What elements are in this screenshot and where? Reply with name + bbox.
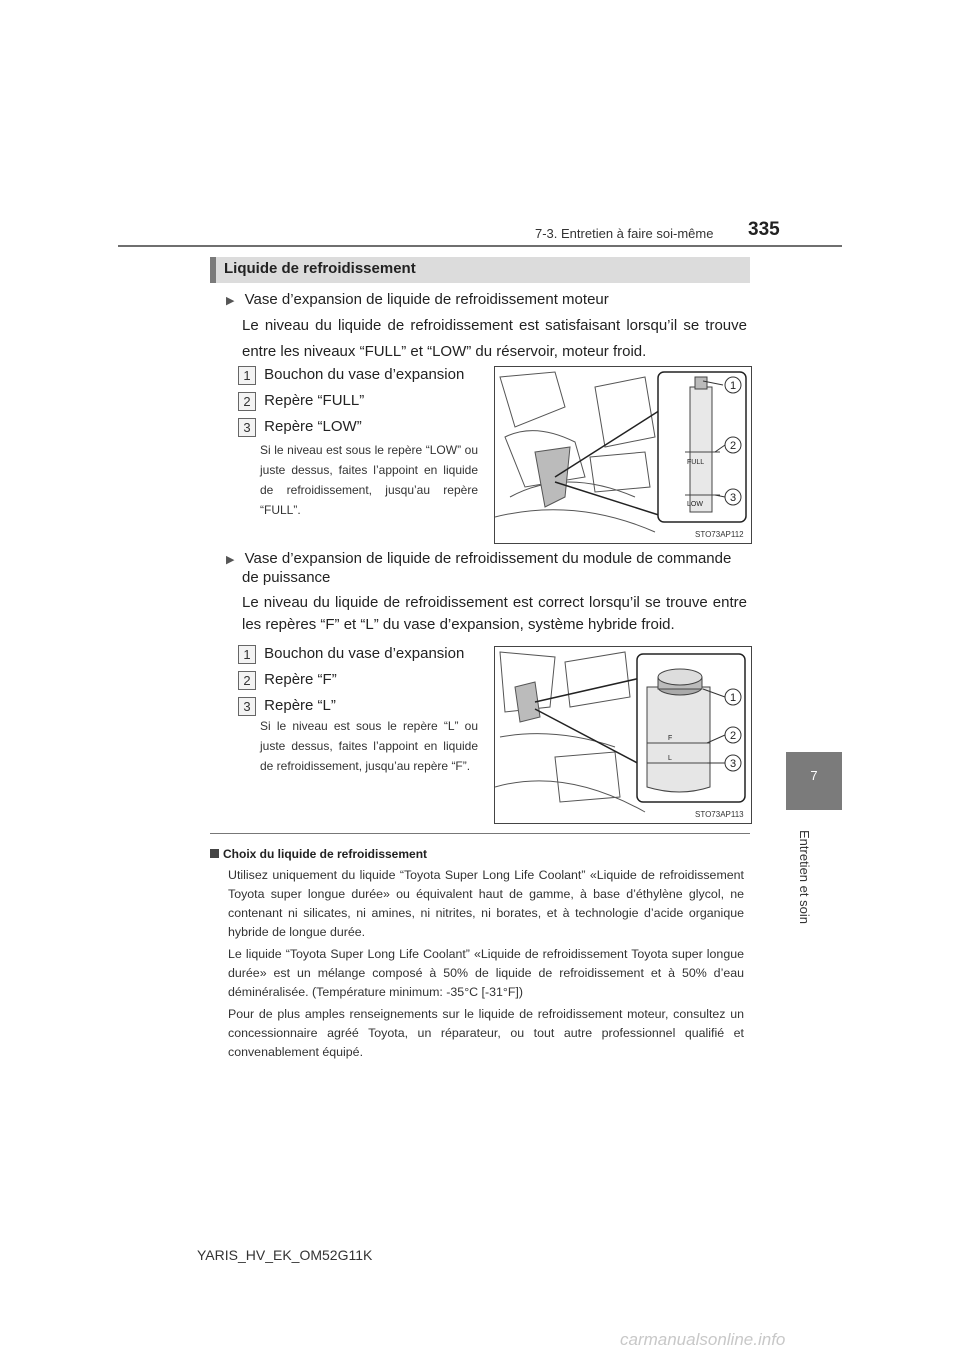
callout-number: 3 [238, 418, 256, 437]
callout-number: 3 [238, 697, 256, 716]
block1-heading-row [226, 287, 609, 314]
block1-note: Si le niveau est sous le repère “LOW” ou juste dessus, faites l’appoint en liquide de refroidissement, jusqu’au repère “FULL”. [260, 443, 478, 517]
block1-heading: Vase d’expansion de liquide de refroidissement moteur [244, 291, 609, 308]
notes-paragraph-3: Pour de plus amples renseignements sur le liquide de refroidissement moteur, consultez un concessionnaire agréé Toyota, un réparateur, ou tout autre professionnel qualifié et convenablement équipé. [228, 1007, 744, 1059]
figure-code: STO73AP112 [695, 530, 744, 539]
document-code: YARIS_HV_EK_OM52G11K [197, 1247, 373, 1263]
notes-title-row [210, 847, 427, 861]
block1-intro-line2: entre les niveaux “FULL” et “LOW” du réservoir, moteur froid. [242, 343, 647, 360]
block2-heading-line2: de puissance [242, 569, 331, 586]
callout-2: 2 [730, 730, 737, 742]
pcu-bay-illustration [495, 647, 751, 823]
callout-number: 1 [238, 645, 256, 664]
engine-bay-illustration [495, 367, 751, 543]
f-mark-text: F [668, 735, 673, 742]
block2-note: Si le niveau est sous le repère “L” ou juste dessus, faites l’appoint en liquide de refroidissement, jusqu’au repère “F”. [260, 719, 478, 773]
item-label: Bouchon du vase d’expansion [264, 645, 465, 662]
list-item [238, 414, 483, 440]
callout-1: 1 [730, 380, 737, 392]
notes-title: Choix du liquide de refroidissement [223, 847, 428, 861]
watermark: carmanualsonline.info [620, 1330, 786, 1349]
block2-intro-line1: Le niveau du liquide de refroidissement est correct lorsqu’il se trouve entre [242, 594, 747, 611]
square-bullet-icon [210, 849, 219, 858]
section-title: Liquide de refroidissement [224, 260, 416, 277]
notes-paragraph-2: Le liquide “Toyota Super Long Life Coolant” «Liquide de refroidissement Toyota super longue durée» est un mélange composé à 50% de liquide de refroidissement et à 50% d’eau déminéralisée. (Température minimum: -35°C [-31°F]) [228, 947, 744, 999]
full-mark-text: FULL [687, 459, 705, 466]
block2-heading-line1: Vase d’expansion de liquide de refroidissement du module de commande [244, 550, 732, 567]
item-label: Repère “L” [264, 697, 336, 714]
l-mark-text: L [668, 755, 672, 762]
callout-number: 1 [238, 366, 256, 385]
figure-pcu-coolant-reservoir [494, 646, 752, 824]
block1-item-list [238, 362, 483, 440]
section-header: 7-3. Entretien à faire soi-même [535, 226, 714, 241]
callout-number: 2 [238, 671, 256, 690]
chapter-label: Entretien et soin [797, 830, 812, 924]
list-item [238, 362, 483, 388]
block2-item-list [238, 641, 483, 719]
block1-intro-line1: Le niveau du liquide de refroidissement est satisfaisant lorsqu’il se trouve [242, 317, 747, 334]
block2-intro-line2: les repères “F” et “L” du vase d’expansion, système hybride froid. [242, 616, 675, 633]
list-item [238, 667, 483, 693]
callout-3: 3 [730, 492, 737, 504]
list-item [238, 641, 483, 667]
figure-engine-coolant-reservoir [494, 366, 752, 544]
callout-number: 2 [238, 392, 256, 411]
notes-divider [210, 833, 750, 834]
page-number: 335 [748, 219, 780, 240]
low-mark-text: LOW [687, 501, 703, 508]
item-label: Repère “LOW” [264, 418, 362, 435]
list-item [238, 388, 483, 414]
callout-1: 1 [730, 692, 737, 704]
chapter-number: 7 [810, 768, 818, 783]
callout-3: 3 [730, 758, 737, 770]
figure-code: STO73AP113 [695, 810, 744, 819]
callout-2: 2 [730, 440, 737, 452]
triangle-bullet-icon: ▶ [226, 295, 235, 307]
item-label: Repère “F” [264, 671, 337, 688]
header-rule [118, 245, 842, 247]
item-label: Bouchon du vase d’expansion [264, 366, 465, 383]
item-label: Repère “FULL” [264, 392, 365, 409]
section-title-accent [210, 257, 216, 283]
triangle-bullet-icon: ▶ [226, 554, 235, 566]
notes-paragraph-1: Utilisez uniquement du liquide “Toyota Super Long Life Coolant” «Liquide de refroidissement Toyota super longue durée» ou équivalent haut de gamme, à base d’éthylène glycol, ne contenant ni silicates, ni amines, ni nitrites, ni borates, et à technologie d’acide organique hybride de longue durée. [228, 868, 744, 939]
